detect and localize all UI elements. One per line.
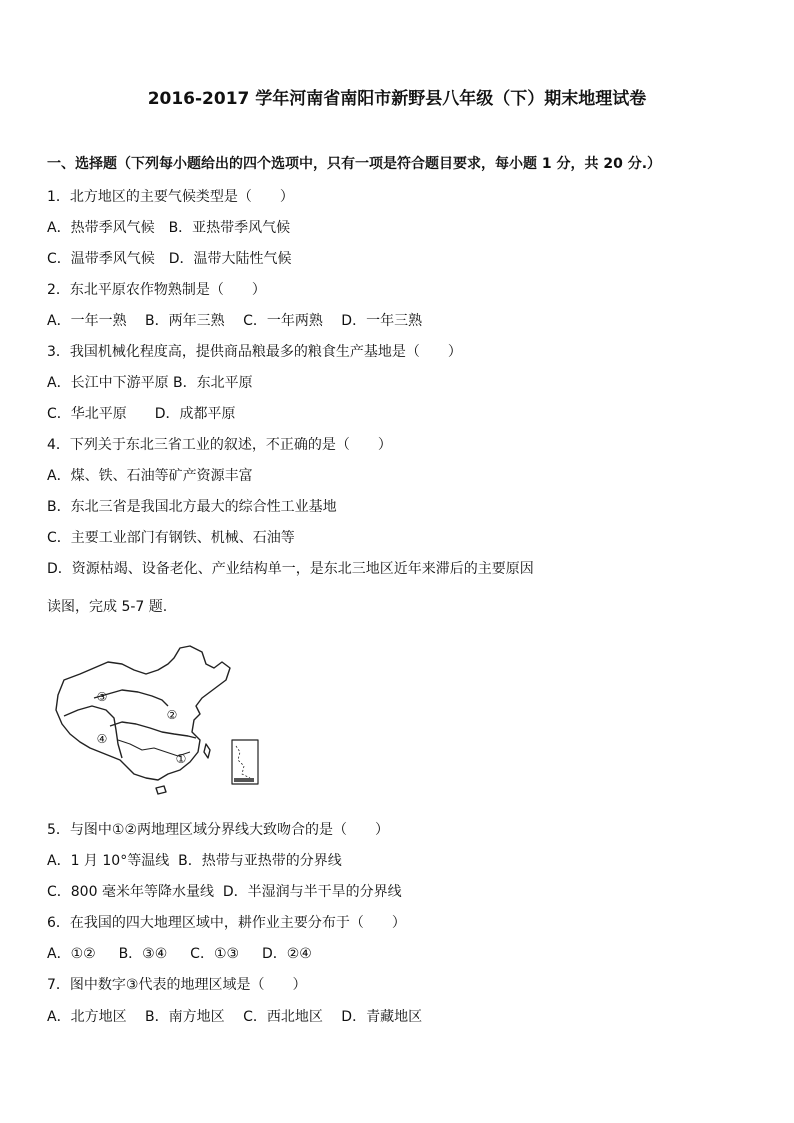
map-outline [56, 646, 230, 780]
china-region-map [50, 640, 265, 805]
map-inset-frame [232, 740, 258, 784]
question-3-options-cd: C．华北平原 D．成都平原 [47, 406, 236, 422]
question-6-stem: 6．在我国的四大地理区域中，耕作业主要分布于（ ） [47, 915, 406, 931]
map-boundary-qinling [110, 722, 196, 738]
map-label-4: ④ [96, 732, 108, 746]
map-taiwan [204, 744, 210, 758]
question-3-stem: 3．我国机械化程度高，提供商品粮最多的粮食生产基地是（ ） [47, 344, 462, 360]
question-2-options: A．一年一熟 B．两年三熟 C．一年两熟 D．一年三熟 [47, 313, 423, 329]
map-label-3: ③ [96, 690, 108, 704]
question-7-options: A．北方地区 B．南方地区 C．西北地区 D．青藏地区 [47, 1009, 423, 1025]
map-hainan [156, 786, 166, 794]
question-4-option-d: D．资源枯竭、设备老化、产业结构单一，是东北三地区近年来滞后的主要原因 [47, 561, 534, 577]
question-5-options-ab: A．1 月 10°等温线 B．热带与亚热带的分界线 [47, 853, 342, 869]
question-1-options-ab: A．热带季风气候 B．亚热带季风气候 [47, 220, 291, 236]
question-6-options: A．①② B．③④ C．①③ D．②④ [47, 946, 312, 962]
map-boundary-plateau [64, 706, 122, 758]
question-4-stem: 4．下列关于东北三省工业的叙述，不正确的是（ ） [47, 437, 392, 453]
question-3-options-ab: A．长江中下游平原 B．东北平原 [47, 375, 253, 391]
question-1-stem: 1．北方地区的主要气候类型是（ ） [47, 189, 294, 205]
read-map-instruction: 读图，完成 5-7 题. [47, 599, 168, 615]
question-4-option-b: B．东北三省是我国北方最大的综合性工业基地 [47, 499, 337, 515]
page-title: 2016-2017 学年河南省南阳市新野县八年级（下）期末地理试卷 [147, 89, 647, 109]
question-4-option-a: A．煤、铁、石油等矿产资源丰富 [47, 468, 253, 484]
question-1-options-cd: C．温带季风气候 D．温带大陆性气候 [47, 251, 292, 267]
question-5-options-cd: C．800 毫米年等降水量线 D．半湿润与半干旱的分界线 [47, 884, 402, 900]
question-2-stem: 2．东北平原农作物熟制是（ ） [47, 282, 266, 298]
question-5-stem: 5．与图中①②两地理区域分界线大致吻合的是（ ） [47, 822, 390, 838]
section-heading: 一、选择题（下列每小题给出的四个选项中，只有一项是符合题目要求，每小题 1 分，共 20 分.） [47, 156, 662, 172]
map-label-2: ② [166, 708, 178, 722]
question-4-option-c: C．主要工业部门有钢铁、机械、石油等 [47, 530, 295, 546]
map-label-1: ① [175, 752, 187, 766]
question-7-stem: 7．图中数字③代表的地理区域是（ ） [47, 977, 307, 993]
